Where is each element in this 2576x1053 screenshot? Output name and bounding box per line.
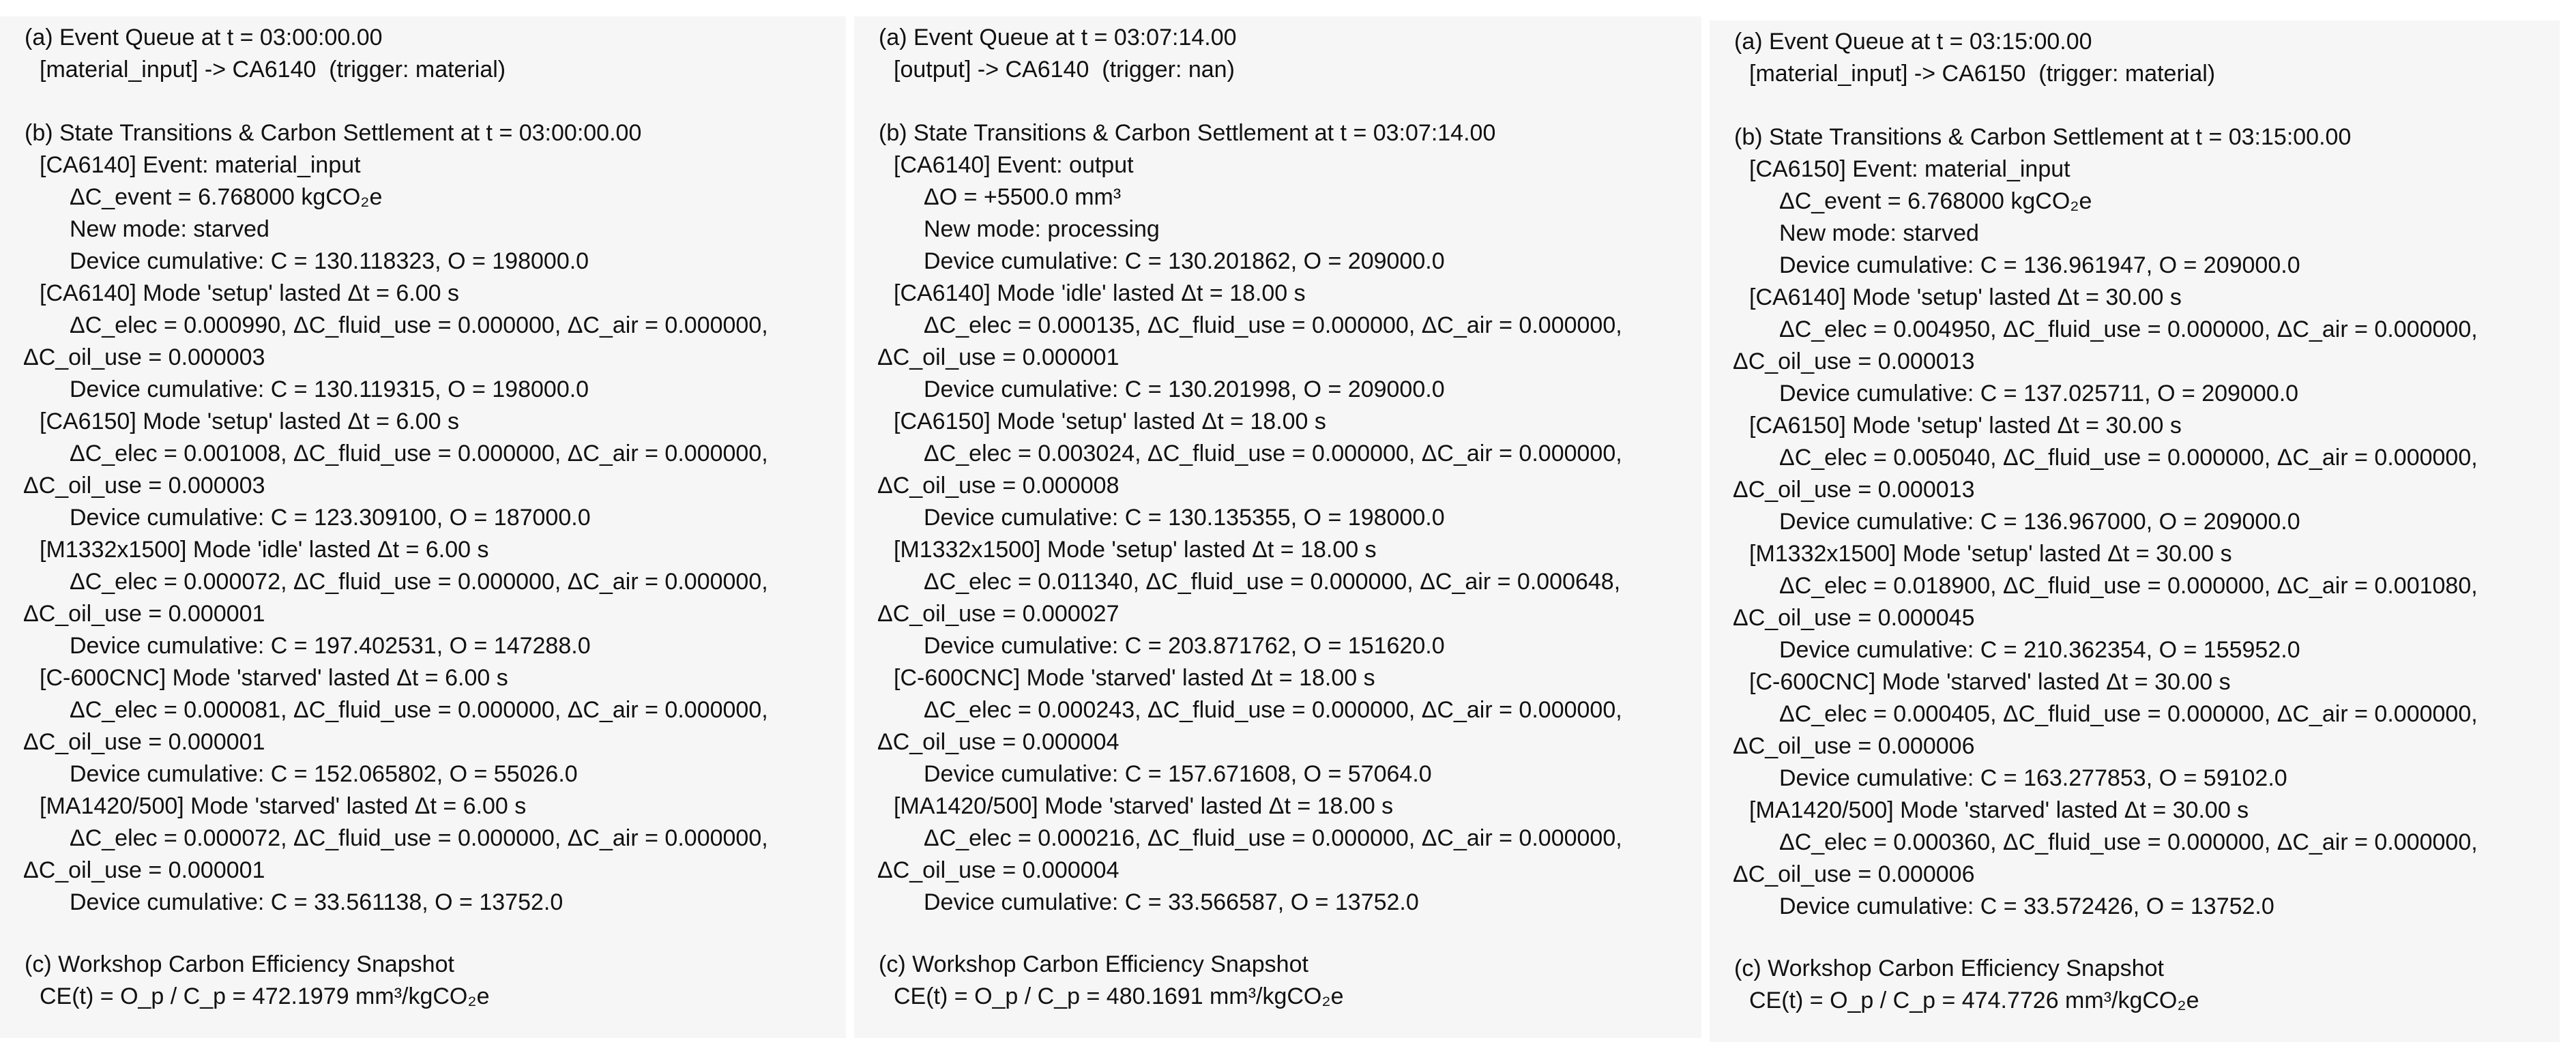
log-entry-detail: Device cumulative: C = 130.135355, O = 198000.0 [924,505,1445,531]
transitions-title: (b) State Transitions & Carbon Settlement at t = 03:00:00.00 [25,120,642,146]
log-entry-header: [CA6140] Mode 'idle' lasted Δt = 18.00 s [894,280,1306,306]
log-entry-detail: Device cumulative: C = 123.309100, O = 187000.0 [70,505,591,531]
log-panel-1 [0,16,846,1038]
log-entry-detail: Device cumulative: C = 152.065802, O = 55026.0 [70,761,578,787]
log-entry-detail: ΔC_elec = 0.000243, ΔC_fluid_use = 0.000000, ΔC_air = 0.000000, [924,697,1622,723]
log-entry-header: [CA6140] Event: material_input [40,152,361,178]
log-entry-detail: ΔC_elec = 0.000072, ΔC_fluid_use = 0.000000, ΔC_air = 0.000000, [70,825,768,851]
snapshot-value: CE(t) = O_p / C_p = 472.1979 mm³/kgCO₂e [40,983,490,1009]
snapshot-title: (c) Workshop Carbon Efficiency Snapshot [25,951,454,977]
event-queue-entry: [output] -> CA6140 (trigger: nan) [894,57,1235,83]
log-entry-detail: Device cumulative: C = 197.402531, O = 147288.0 [70,633,591,659]
log-entry-header: [M1332x1500] Mode 'idle' lasted Δt = 6.00 s [40,537,489,563]
log-entry-header: [CA6140] Mode 'setup' lasted Δt = 6.00 s [40,280,460,306]
log-entry-continuation: ΔC_oil_use = 0.000003 [23,344,265,370]
log-entry-continuation: ΔC_oil_use = 0.000001 [23,857,265,883]
log-entry-header: [C-600CNC] Mode 'starved' lasted Δt = 30.00 s [1749,669,2231,695]
snapshot-title: (c) Workshop Carbon Efficiency Snapshot [1734,955,2164,981]
transition-log [879,149,1701,919]
log-entry-detail: ΔC_elec = 0.004950, ΔC_fluid_use = 0.000000, ΔC_air = 0.000000, [1779,316,2478,342]
snapshot-title: (c) Workshop Carbon Efficiency Snapshot [879,951,1308,977]
log-entry-detail: Device cumulative: C = 33.566587, O = 13752.0 [924,889,1419,915]
log-entry-detail: New mode: processing [924,216,1160,242]
log-entry-detail: ΔC_elec = 0.000360, ΔC_fluid_use = 0.000000, ΔC_air = 0.000000, [1779,829,2478,855]
transition-log [1734,153,2560,923]
log-entry-detail: ΔC_elec = 0.000072, ΔC_fluid_use = 0.000000, ΔC_air = 0.000000, [70,569,768,595]
log-entry-detail: ΔC_elec = 0.000135, ΔC_fluid_use = 0.000000, ΔC_air = 0.000000, [924,312,1622,338]
log-entry-header: [M1332x1500] Mode 'setup' lasted Δt = 18.00 s [894,537,1377,563]
log-entry-header: [MA1420/500] Mode 'starved' lasted Δt = 30.00 s [1749,797,2249,823]
transitions-title: (b) State Transitions & Carbon Settlement at t = 03:07:14.00 [879,120,1496,146]
log-entry-detail: Device cumulative: C = 130.119315, O = 198000.0 [70,376,589,402]
log-entry-continuation: ΔC_oil_use = 0.000004 [877,729,1119,755]
log-entry-continuation: ΔC_oil_use = 0.000001 [23,601,265,627]
log-entry-detail: ΔC_event = 6.768000 kgCO₂e [70,184,383,210]
event-queue-entry: [material_input] -> CA6150 (trigger: material) [1749,61,2216,87]
transition-log [25,149,846,919]
log-entry-header: [MA1420/500] Mode 'starved' lasted Δt = 6.00 s [40,793,527,819]
log-entry-continuation: ΔC_oil_use = 0.000006 [1733,861,1975,887]
log-entry-detail: Device cumulative: C = 163.277853, O = 59102.0 [1779,765,2287,791]
log-entry-detail: ΔO = +5500.0 mm³ [924,184,1122,210]
log-entry-detail: ΔC_elec = 0.000990, ΔC_fluid_use = 0.000000, ΔC_air = 0.000000, [70,312,768,338]
log-entry-header: [CA6140] Event: output [894,152,1134,178]
log-entry-header: [M1332x1500] Mode 'setup' lasted Δt = 30.00 s [1749,541,2232,567]
log-entry-detail: ΔC_elec = 0.000405, ΔC_fluid_use = 0.000000, ΔC_air = 0.000000, [1779,701,2478,727]
log-entry-detail: ΔC_elec = 0.000216, ΔC_fluid_use = 0.000000, ΔC_air = 0.000000, [924,825,1622,851]
log-entry-header: [C-600CNC] Mode 'starved' lasted Δt = 6.00 s [40,665,508,691]
log-entry-header: [CA6150] Event: material_input [1749,156,2070,182]
log-entry-detail: Device cumulative: C = 136.967000, O = 209000.0 [1779,509,2300,535]
log-entry-detail: New mode: starved [1779,220,1979,246]
log-entry-continuation: ΔC_oil_use = 0.000008 [877,473,1119,499]
log-entry-detail: ΔC_event = 6.768000 kgCO₂e [1779,188,2092,214]
log-entry-continuation: ΔC_oil_use = 0.000001 [23,729,265,755]
log-entry-detail: ΔC_elec = 0.011340, ΔC_fluid_use = 0.000000, ΔC_air = 0.000648, [924,569,1621,595]
log-entry-header: [CA6150] Mode 'setup' lasted Δt = 30.00 s [1749,413,2182,439]
log-entry-continuation: ΔC_oil_use = 0.000003 [23,473,265,499]
log-entry-header: [CA6150] Mode 'setup' lasted Δt = 18.00 s [894,409,1326,434]
log-entry-header: [CA6140] Mode 'setup' lasted Δt = 30.00 s [1749,284,2182,310]
log-entry-continuation: ΔC_oil_use = 0.000006 [1733,733,1975,759]
log-entry-header: [MA1420/500] Mode 'starved' lasted Δt = 18.00 s [894,793,1394,819]
log-entry-detail: Device cumulative: C = 203.871762, O = 151620.0 [924,633,1445,659]
log-entry-detail: ΔC_elec = 0.003024, ΔC_fluid_use = 0.000000, ΔC_air = 0.000000, [924,441,1622,466]
log-entry-detail: Device cumulative: C = 130.118323, O = 198000.0 [70,248,589,274]
log-entry-detail: ΔC_elec = 0.005040, ΔC_fluid_use = 0.000000, ΔC_air = 0.000000, [1779,445,2478,471]
log-entry-continuation: ΔC_oil_use = 0.000027 [877,601,1119,627]
log-entry-detail: New mode: starved [70,216,269,242]
log-entry-detail: Device cumulative: C = 33.561138, O = 13752.0 [70,889,564,915]
log-entry-continuation: ΔC_oil_use = 0.000013 [1733,477,1975,503]
event-queue-entry: [material_input] -> CA6140 (trigger: material) [40,57,506,83]
event-queue-title: (a) Event Queue at t = 03:07:14.00 [879,25,1237,50]
event-queue-title: (a) Event Queue at t = 03:15:00.00 [1734,29,2092,55]
snapshot-value: CE(t) = O_p / C_p = 474.7726 mm³/kgCO₂e [1749,988,2199,1013]
log-entry-detail: Device cumulative: C = 157.671608, O = 57064.0 [924,761,1432,787]
transitions-title: (b) State Transitions & Carbon Settlement at t = 03:15:00.00 [1734,124,2352,150]
log-entry-detail: ΔC_elec = 0.001008, ΔC_fluid_use = 0.000000, ΔC_air = 0.000000, [70,441,768,466]
log-panel-2 [854,16,1701,1038]
log-entry-detail: Device cumulative: C = 33.572426, O = 13752.0 [1779,893,2274,919]
log-entry-continuation: ΔC_oil_use = 0.000001 [877,344,1119,370]
log-entry-detail: Device cumulative: C = 210.362354, O = 155952.0 [1779,637,2300,663]
log-entry-detail: Device cumulative: C = 130.201998, O = 209000.0 [924,376,1445,402]
event-queue-title: (a) Event Queue at t = 03:00:00.00 [25,25,383,50]
log-entry-continuation: ΔC_oil_use = 0.000013 [1733,348,1975,374]
snapshot-value: CE(t) = O_p / C_p = 480.1691 mm³/kgCO₂e [894,983,1344,1009]
log-entry-detail: Device cumulative: C = 130.201862, O = 209000.0 [924,248,1445,274]
log-panel-3 [1710,20,2560,1042]
log-entry-detail: Device cumulative: C = 136.961947, O = 209000.0 [1779,252,2300,278]
log-entry-detail: ΔC_elec = 0.000081, ΔC_fluid_use = 0.000000, ΔC_air = 0.000000, [70,697,768,723]
log-entry-continuation: ΔC_oil_use = 0.000045 [1733,605,1975,631]
log-entry-header: [CA6150] Mode 'setup' lasted Δt = 6.00 s [40,409,460,434]
log-entry-continuation: ΔC_oil_use = 0.000004 [877,857,1119,883]
log-entry-header: [C-600CNC] Mode 'starved' lasted Δt = 18.00 s [894,665,1375,691]
log-entry-detail: Device cumulative: C = 137.025711, O = 209000.0 [1779,381,2299,406]
log-entry-detail: ΔC_elec = 0.018900, ΔC_fluid_use = 0.000000, ΔC_air = 0.001080, [1779,573,2478,599]
